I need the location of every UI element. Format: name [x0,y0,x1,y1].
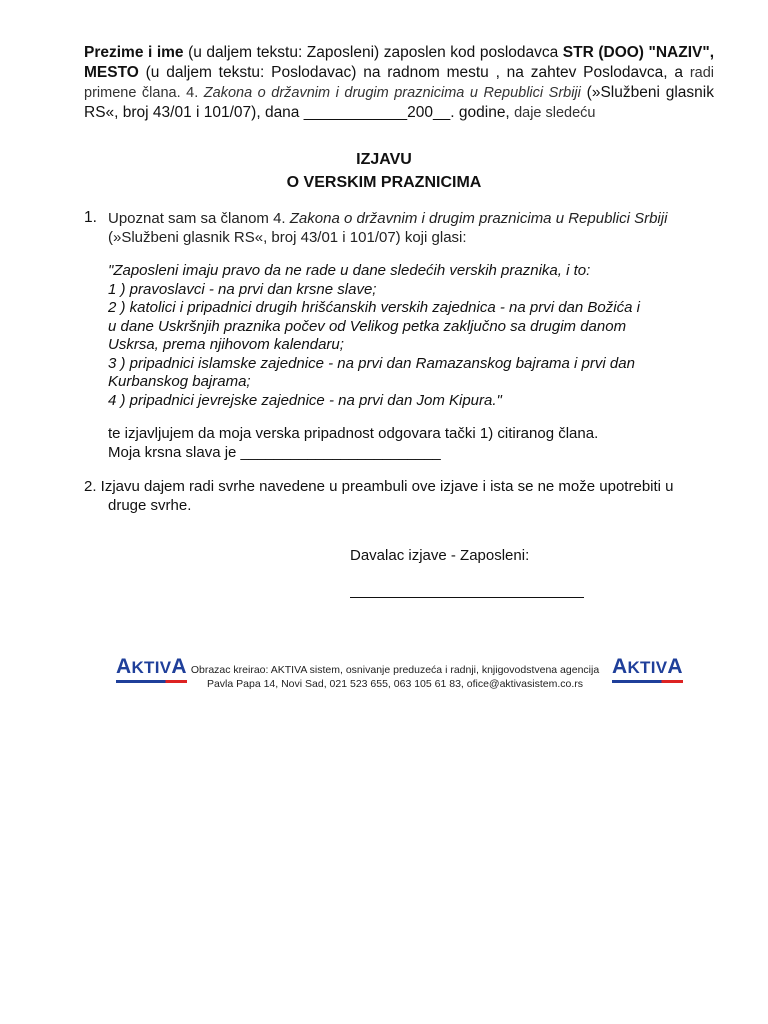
item-2-text-a: 2. Izjavu dajem radi svrhe navedene u preambuli ove [84,478,441,495]
quote-line: 1 ) pravoslavci - na prvi dan krsne slave; [108,280,377,298]
declaration-text-b: tački 1) citiranog člana. [444,425,599,442]
preamble-text-5: daje sledeću [514,105,596,121]
item-2 [84,477,704,515]
logo-letter: A [171,655,187,678]
footer-line-2: Pavla Papa 14, Novi Sad, 021 523 655, 063 105 61 83, ofice@aktivasistem.co.rs [206,678,584,690]
item-2-text-c: druge svrhe. [108,497,192,514]
signature-line [350,597,584,598]
quote-line: 4 ) pripadnici jevrejske zajednice - na prvi dan Jom Kipura." [108,391,502,409]
preamble-text-1: (u daljem tekstu: Zaposleni) zaposlen kod poslodavca [183,44,563,61]
footer-credits [160,663,630,691]
footer-line-1: Obrazac kreirao: AKTIVA sistem, osnivanje preduzeća i radnji, knjigovodstvena agencija [190,664,600,676]
quote-line: Uskrsa, prema njihovom kalendaru; [108,336,344,353]
preamble-text-2: (u daljem tekstu: Poslodavac) na radnom mestu , na zahtev Poslodavca, a [138,64,690,81]
law-quote [108,262,688,410]
item-1-text-c: koji glasi: [404,229,467,246]
declaration [108,424,708,462]
item-2-text-b: izjave i ista se ne može upotrebiti u [440,478,674,495]
preamble-text-3: radi primene člana. 4. [84,65,714,101]
logo-underline [612,680,683,683]
preamble-text-4: (»Službeni glasnik RS«, broj 43/01 i 101/07), dana ____________200__. godine, [84,84,714,121]
quote-line: u dane Uskršnjih praznika počev od Velikog petka zaključno sa drugim danom [108,317,627,335]
logo-letter: A [612,655,628,678]
krsna-slava-field: Moja krsna slava je ________________________ [108,444,441,461]
logo-letters: KTIV [627,658,668,677]
law-title: Zakona o državnim i drugim praznicima u Republici Srbiji [203,85,581,101]
preamble-paragraph [84,43,714,123]
item-1-article: 4. [273,210,286,227]
document-title: IZJAVU [356,151,412,168]
declaration-text-a: te izjavljujem da moja verska pripadnost odgovara [108,425,445,442]
quote-line: 3 ) pripadnici islamske zajednice - na prvi dan Ramazanskog bajrama i prvi dan [108,354,635,372]
document-subtitle: O VERSKIM PRAZNICIMA [286,174,482,191]
aktiva-logo-right [612,655,683,683]
logo-letter: A [116,655,132,678]
employer-name: STR (DOO) "NAZIV", MESTO [84,44,715,81]
quote-line: 2 ) katolici i pripadnici drugih hrišćanskih verskih zajednica - na prvi dan Božića i [108,299,640,316]
item-1-text [108,209,688,247]
logo-letters: KTIV [131,658,172,677]
logo-letter: A [667,655,683,678]
name-label: Prezime i ime [84,44,184,61]
item-1-text-a: Upoznat sam sa članom [108,210,274,227]
item-1-number: 1. [84,209,97,226]
quote-line: "Zaposleni imaju pravo da ne rade u dane sledećih verskih praznika, i to: [108,262,591,279]
signer-label: Davalac izjave - Zaposleni: [350,547,530,564]
item-1-text-b: (»Službeni glasnik RS«, broj 43/01 i 101/07) [108,229,405,246]
quote-line: Kurbanskog bajrama; [108,373,251,390]
item-1-law-title: Zakona o državnim i drugim praznicima u Republici Srbiji [285,210,668,227]
